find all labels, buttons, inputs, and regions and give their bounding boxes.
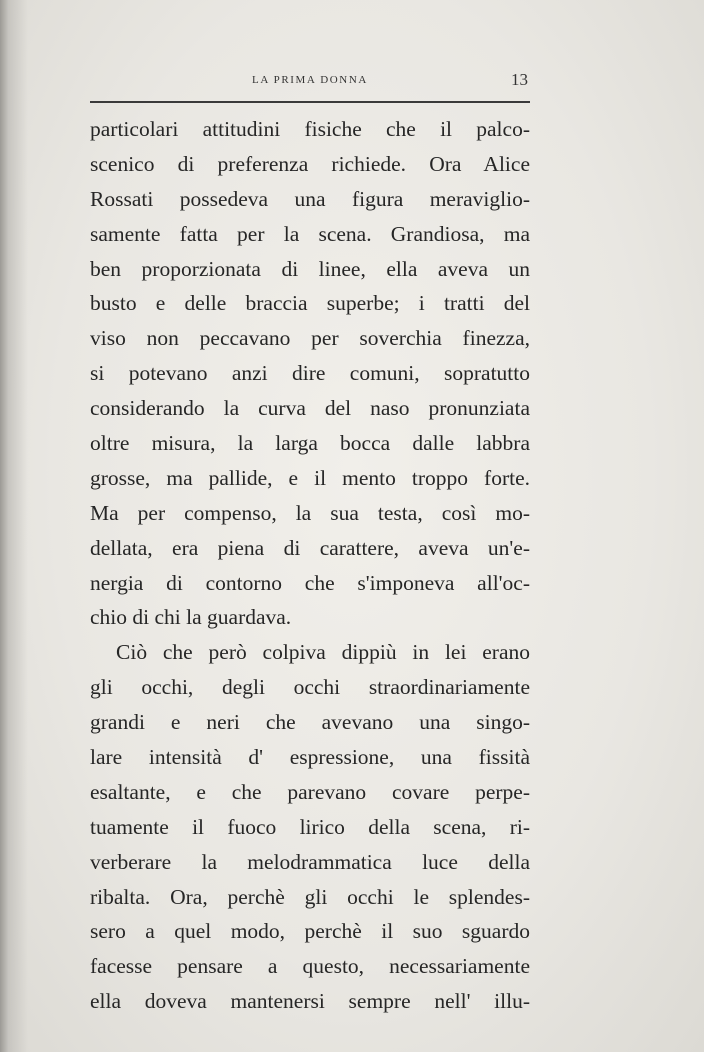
running-title: LA PRIMA DONNA — [252, 74, 368, 86]
text-line: chio di chi la guardava. — [90, 605, 292, 630]
text-line: dellata, era piena di carattere, aveva un'e- — [90, 535, 530, 560]
text-line: viso non peccavano per soverchia finezza, — [90, 326, 530, 351]
text-line: ella doveva mantenersi sempre nell' illu- — [90, 989, 530, 1014]
paragraph — [90, 635, 530, 1019]
text-line: lare intensità d' espressione, una fissità — [90, 745, 530, 770]
header-rule — [90, 101, 530, 103]
text-line: ben proporzionata di linee, ella aveva un — [90, 256, 530, 281]
text-line: samente fatta per la scena. Grandiosa, ma — [90, 221, 530, 246]
text-line: Ciò che però colpiva dippiù in lei erano — [116, 640, 530, 665]
body-text — [90, 112, 530, 1019]
text-line: oltre misura, la larga bocca dalle labbra — [90, 431, 530, 456]
page-number: 13 — [511, 70, 528, 89]
text-line: particolari attitudini fisiche che il palco- — [90, 117, 530, 141]
text-line: tuamente il fuoco lirico della scena, ri- — [90, 814, 530, 839]
text-line: busto e delle braccia superbe; i tratti del — [90, 291, 530, 316]
text-line: nergia di contorno che s'imponeva all'oc- — [90, 570, 530, 595]
text-line: si potevano anzi dire comuni, sopratutto — [90, 361, 530, 386]
text-line: gli occhi, degli occhi straordinariamente — [90, 675, 530, 700]
text-line: grandi e neri che avevano una singo- — [90, 710, 530, 735]
text-line: esaltante, e che parevano covare perpe- — [90, 779, 530, 804]
text-line: scenico di preferenza richiede. Ora Alice — [90, 151, 530, 176]
running-head — [90, 70, 530, 96]
text-line: facesse pensare a questo, necessariamente — [90, 954, 530, 979]
text-line: verberare la melodrammatica luce della — [90, 849, 530, 874]
page-gutter-shadow — [0, 0, 28, 1052]
text-line: Rossati possedeva una figura meraviglio- — [90, 186, 530, 211]
text-line: ribalta. Ora, perchè gli occhi le splendes- — [90, 884, 530, 909]
text-line: sero a quel modo, perchè il suo sguardo — [90, 919, 530, 944]
text-line: Ma per compenso, la sua testa, così mo- — [90, 500, 530, 525]
paragraph — [90, 112, 530, 635]
text-line: considerando la curva del naso pronunziata — [90, 396, 530, 421]
text-line: grosse, ma pallide, e il mento troppo forte. — [90, 465, 530, 490]
